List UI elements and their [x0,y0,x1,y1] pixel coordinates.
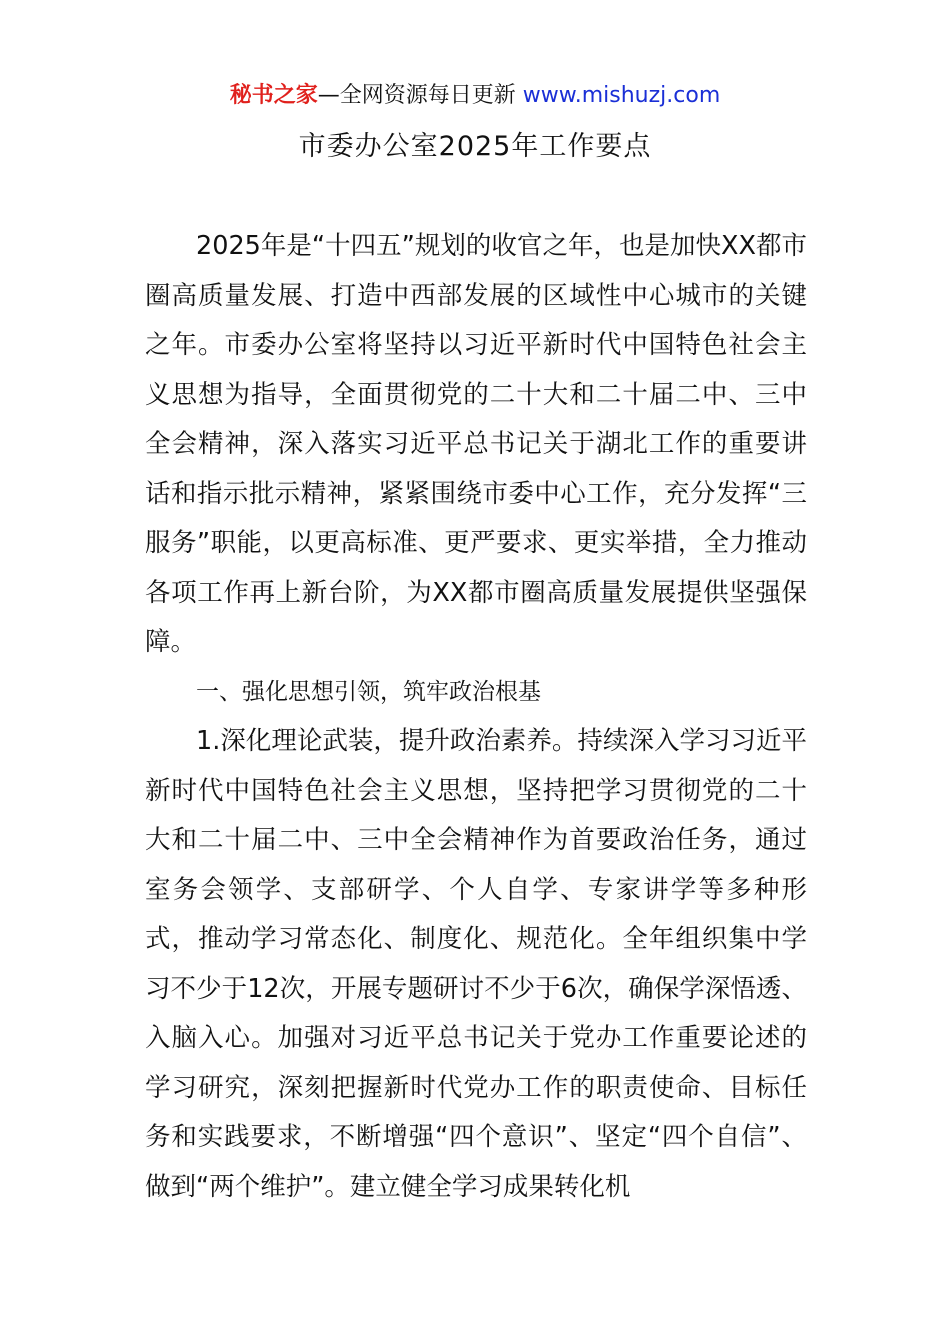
document-title: 市委办公室2025年工作要点 [298,131,652,162]
document-body [145,222,807,1212]
brand-name: 秘书之家 [229,83,318,108]
item-paragraph: 1.深化理论武装，提升政治素养。持续深入学习习近平新时代中国特色社会主义思想，坚持把学习贯彻党的二十大和二十届二中、三中全会精神作为首要政治任务，通过室务会领学、支部研学、个人自学、专家讲学等多种形式，推动学习常态化、制度化、规范化。全年组织集中学习不少于12次，开展专题研讨不少于6次，确保学深悟透、入脑入心。加强对习近平总书记关于党办工作重要论述的学习研究，深刻把握新时代党办工作的职责使命、目标任务和实践要求，不断增强“四个意识”、坚定“四个自信”、做到“两个维护”。建立健全学习成果转化机 [145,726,807,1202]
section-heading: 一、强化思想引领，筑牢政治根基 [196,678,541,705]
intro-paragraph: 2025年是“十四五”规划的收官之年，也是加快XX都市圈高质量发展、打造中西部发展的区域性中心城市的关键之年。市委办公室将坚持以习近平新时代中国特色社会主义思想为指导，全面贯彻党的二十大和二十届二中、三中全会精神，深入落实习近平总书记关于湖北工作的重要讲话和指示批示精神，紧紧围绕市委中心工作，充分发挥“三服务”职能，以更高标准、更严要求、更实举措，全力推动各项工作再上新台阶，为XX都市圈高质量发展提供坚强保障。 [145,231,807,657]
site-banner [0,80,950,112]
banner-tagline: —全网资源每日更新 [317,83,523,108]
site-link[interactable]: www.mishuzj.com [522,83,721,108]
